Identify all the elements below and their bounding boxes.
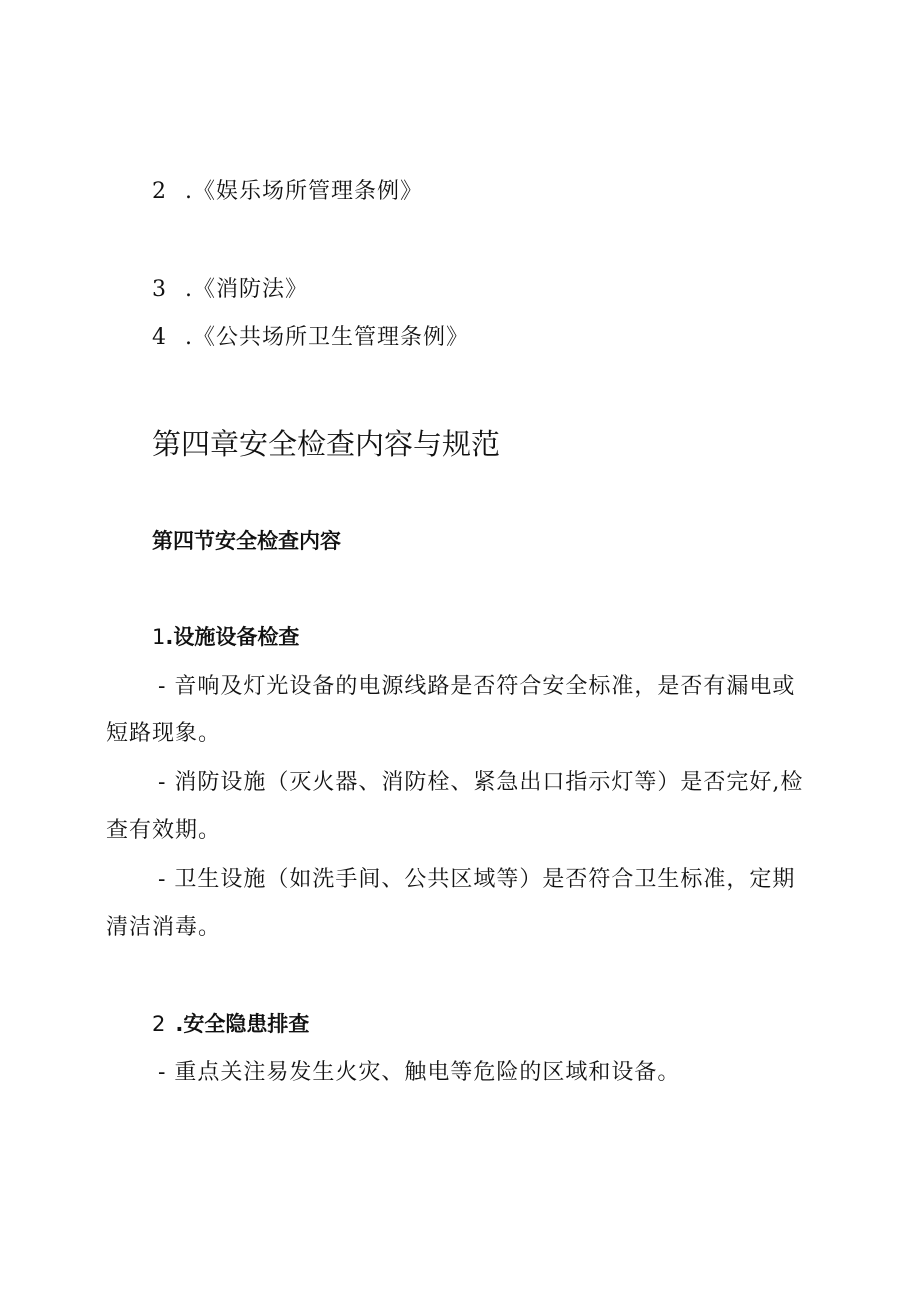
law-list-text: .《公共场所卫生管理条例》 [185,325,469,350]
bullet-line-continued: 短路现象。 [106,721,222,746]
item-heading-text: .安全隐患排查 [175,1012,310,1036]
bullet-line-continued: 清洁消毒。 [106,915,222,940]
law-list-text: .《娱乐场所管理条例》 [185,179,423,204]
bullet-line: - 音响及灯光设备的电源线路是否符合安全标准，是否有漏电或 [158,674,796,699]
item-number: 1 [152,625,166,649]
law-list-number: 4 [152,325,167,350]
item-heading-text: .设施设备检查 [165,625,300,649]
item-number: 2 [152,1012,166,1036]
section-title: 第四节安全检查内容 [152,529,341,553]
bullet-line: - 重点关注易发生火灾、触电等危险的区域和设备。 [158,1060,681,1085]
law-list-number: 2 [152,179,167,204]
bullet-line: - 卫生设施（如洗手间、公共区域等）是否符合卫生标准，定期 [158,867,796,892]
law-list-text: .《消防法》 [185,277,308,302]
item-heading [152,1014,309,1035]
bullet-line: - 消防设施（灭火器、消防栓、紧急出口指示灯等）是否完好,检 [158,770,804,795]
law-list-item [152,181,423,203]
law-list-number: 3 [152,277,167,302]
chapter-title: 第四章安全检查内容与规范 [152,427,501,461]
law-list-item [152,327,469,349]
law-list-item [152,279,308,301]
bullet-line-continued: 查有效期。 [106,818,222,843]
item-heading [152,627,299,648]
